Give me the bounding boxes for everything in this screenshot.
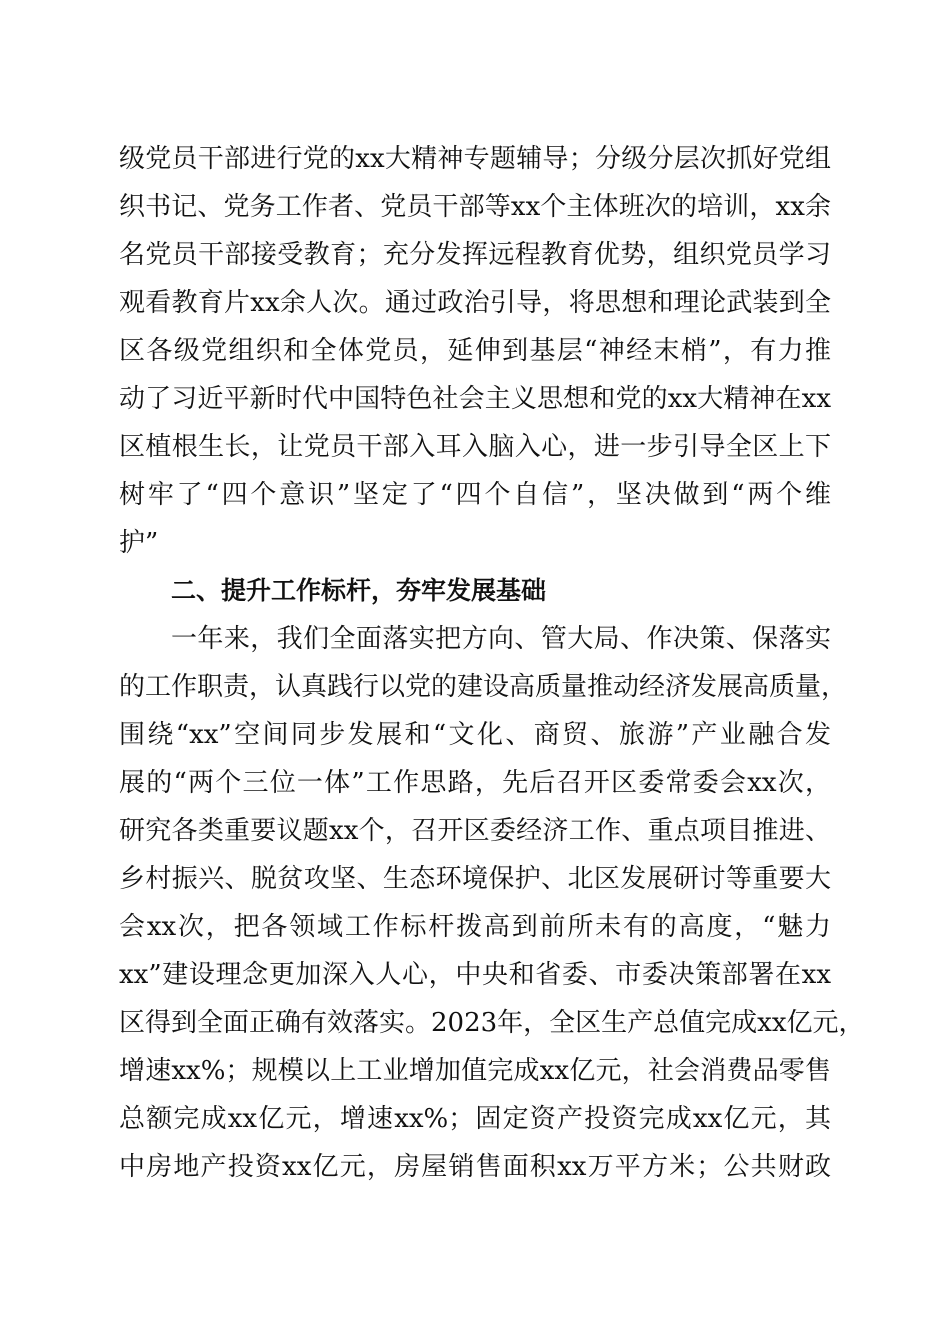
paragraph-2-line-11: 总额完成xx亿元，增速xx%；固定资产投资完成xx亿元，其 [119, 1104, 831, 1134]
paragraph-2-line-5: 研究各类重要议题xx个，召开区委经济工作、重点项目推进、 [119, 816, 831, 846]
paragraph-2-line-3: 围绕“xx”空间同步发展和“文化、商贸、旅游”产业融合发 [119, 720, 831, 750]
section-2-heading: 二、提升工作标杆，夯牢发展基础 [171, 576, 547, 605]
paragraph-1-line-9: 护” [119, 528, 159, 558]
paragraph-2-line-1: 一年来，我们全面落实把方向、管大局、作决策、保落实 [171, 624, 831, 654]
paragraph-2-line-10: 增速xx%；规模以上工业增加值完成xx亿元，社会消费品零售 [119, 1056, 831, 1086]
paragraph-2-line-12: 中房地产投资xx亿元，房屋销售面积xx万平方米；公共财政 [119, 1152, 831, 1182]
paragraph-2-line-9: 区得到全面正确有效落实。2023年，全区生产总值完成xx亿元， [119, 1008, 865, 1038]
paragraph-1-line-6: 动了习近平新时代中国特色社会主义思想和党的xx大精神在xx [119, 384, 831, 414]
paragraph-1-line-5: 区各级党组织和全体党员，延伸到基层“神经末梢”，有力推 [119, 336, 831, 366]
paragraph-1-line-7: 区植根生长，让党员干部入耳入脑入心，进一步引导全区上下 [119, 432, 831, 462]
paragraph-2-line-4: 展的“两个三位一体”工作思路，先后召开区委常委会xx次， [119, 768, 831, 798]
paragraph-2-line-7: 会xx次，把各领域工作标杆拨高到前所未有的高度，“魅力 [119, 912, 831, 942]
paragraph-1-line-2: 织书记、党务工作者、党员干部等xx个主体班次的培训，xx余 [119, 192, 831, 222]
paragraph-1-line-8: 树牢了“四个意识”坚定了“四个自信”，坚决做到“两个维 [119, 480, 831, 510]
paragraph-2-line-2: 的工作职责，认真践行以党的建设高质量推动经济发展高质量， [119, 672, 848, 702]
paragraph-1-line-1: 级党员干部进行党的xx大精神专题辅导；分级分层次抓好党组 [119, 144, 831, 174]
paragraph-1-line-4: 观看教育片xx余人次。通过政治引导，将思想和理论武装到全 [119, 288, 831, 318]
paragraph-1-line-3: 名党员干部接受教育；充分发挥远程教育优势，组织党员学习 [119, 240, 831, 270]
paragraph-2-line-8: xx”建设理念更加深入人心，中央和省委、市委决策部署在xx [119, 960, 831, 990]
paragraph-2-line-6: 乡村振兴、脱贫攻坚、生态环境保护、北区发展研讨等重要大 [119, 864, 831, 894]
